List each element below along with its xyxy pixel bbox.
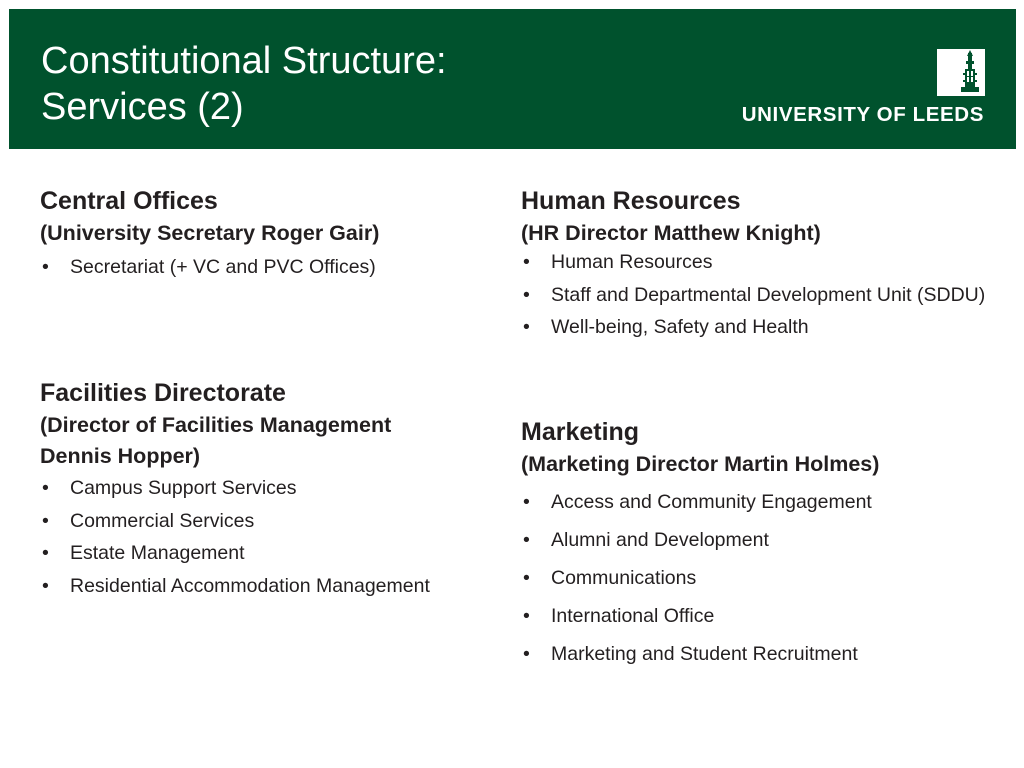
section-lead: (Director of Facilities Management [40, 413, 392, 437]
section-lead: (HR Director Matthew Knight) [521, 221, 821, 245]
list-item: • Secretariat (+ VC and PVC Offices) [40, 256, 510, 278]
facilities-section [40, 378, 510, 607]
section-title: Facilities Directorate [40, 379, 286, 407]
slide-title-line-2: Services (2) [41, 86, 244, 128]
list-item: • Staff and Departmental Development Unit (SDDU) [521, 284, 991, 306]
list-item: • Human Resources [521, 251, 991, 273]
section-lead: (Marketing Director Martin Holmes) [521, 452, 880, 476]
marketing-section [521, 417, 991, 681]
central-offices-section [40, 186, 510, 289]
section-title: Central Offices [40, 187, 218, 215]
list-item: • Well-being, Safety and Health [521, 316, 991, 338]
list-item: • Communications [521, 567, 991, 589]
list-item: • Commercial Services [40, 510, 510, 532]
bullet-list [521, 491, 991, 665]
slide-title-line-1: Constitutional Structure: [41, 40, 447, 82]
list-item: • Residential Accommodation Management [40, 575, 510, 597]
bullet-list [40, 256, 510, 278]
list-item: • Estate Management [40, 542, 510, 564]
header-bar [9, 9, 1016, 149]
university-logo-wordmark: UNIVERSITY OF LEEDS [741, 103, 984, 126]
list-item: • Marketing and Student Recruitment [521, 643, 991, 665]
slide-title [41, 38, 447, 130]
section-title: Marketing [521, 418, 640, 446]
section-lead: (University Secretary Roger Gair) [40, 221, 380, 245]
section-title: Human Resources [521, 187, 741, 215]
list-item: • International Office [521, 605, 991, 627]
list-item: • Alumni and Development [521, 529, 991, 551]
human-resources-section [521, 186, 991, 349]
list-item: • Access and Community Engagement [521, 491, 991, 513]
bullet-list [521, 251, 991, 338]
bullet-list [40, 477, 510, 597]
parkinson-tower-icon [937, 49, 985, 96]
section-lead: Dennis Hopper) [40, 444, 201, 468]
list-item: • Campus Support Services [40, 477, 510, 499]
